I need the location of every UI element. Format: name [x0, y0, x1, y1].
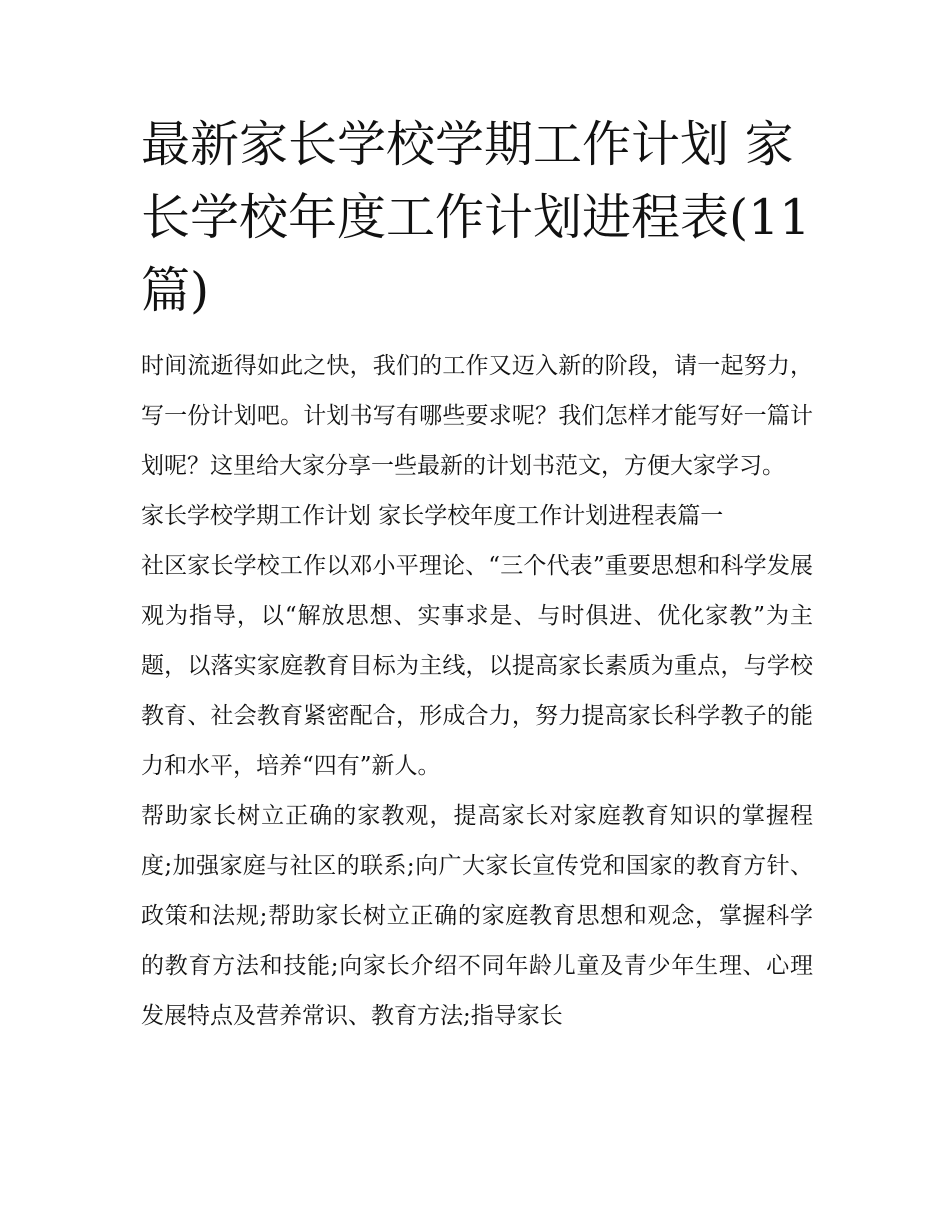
section-heading: 家长学校学期工作计划 家长学校年度工作计划进程表篇一	[141, 503, 724, 529]
intro-paragraph: 时间流逝得如此之快，我们的工作又迈入新的阶段，请一起努力，写一份计划吧。计划书写有哪些要求呢？我们怎样才能写好一篇计划呢？这里给大家分享一些最新的计划书范文，方便大家学习。	[141, 353, 813, 479]
document-page	[141, 108, 813, 1041]
body-paragraph: 社区家长学校工作以邓小平理论、“三个代表”重要思想和科学发展观为指导，以“解放思想、实事求是、与时俱进、优化家教”为主题，以落实家庭教育目标为主线，以提高家长素质为重点，与学校教育、社会教育紧密配合，形成合力，努力提高家长科学教子的能力和水平，培养“四有”新人。	[141, 553, 813, 779]
body-paragraph: 帮助家长树立正确的家教观，提高家长对家庭教育知识的掌握程度;加强家庭与社区的联系;向广大家长宣传党和国家的教育方针、政策和法规;帮助家长树立正确的家庭教育思想和观念，掌握科学的教育方法和技能;向家长介绍不同年龄儿童及青少年生理、心理发展特点及营养常识、教育方法;指导家长	[141, 803, 813, 1029]
document-title: 最新家长学校学期工作计划 家长学校年度工作计划进程表(11篇)	[141, 116, 811, 319]
